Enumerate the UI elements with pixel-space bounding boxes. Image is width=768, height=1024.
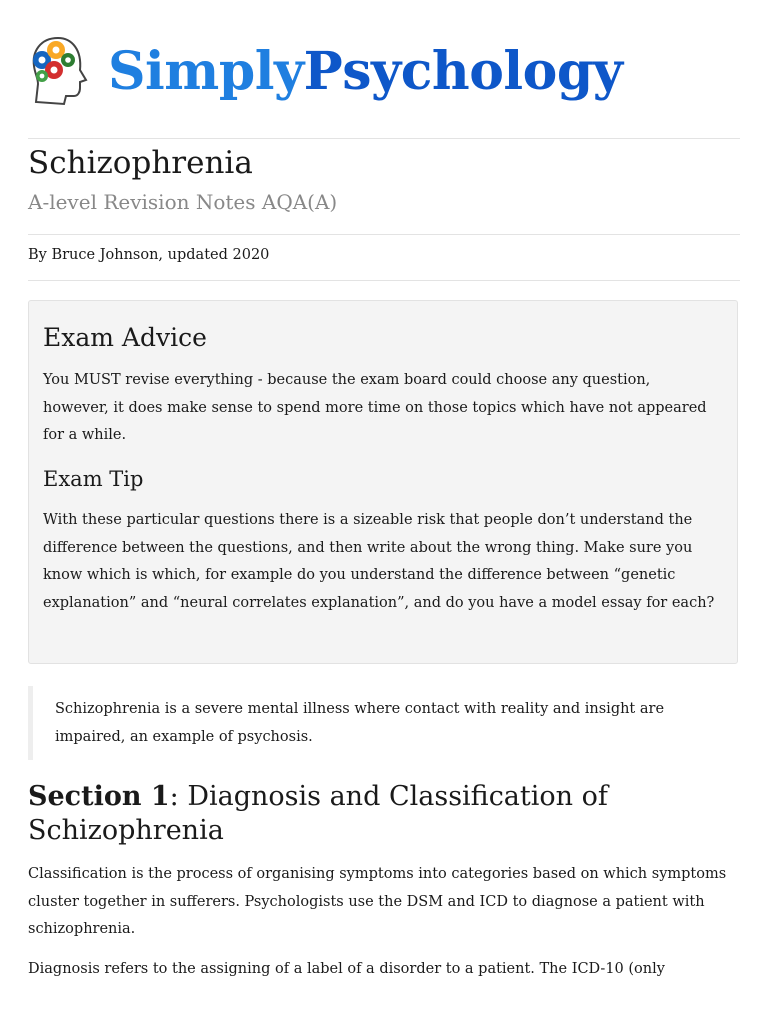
logo-simply-text: Simply: [108, 41, 304, 102]
page-title: Schizophrenia: [28, 145, 253, 181]
head-with-gears-icon: [28, 32, 96, 112]
exam-tip-text: With these particular questions there is a sizeable risk that people don’t understand the difference between the questions, and then write about the wrong thing. Make sure you know which is which, for example do you understand the difference between “genetic explanation” and “neural correlates explanation”, and do you have a model essay for each?: [43, 512, 715, 611]
section-1-heading: [28, 780, 740, 848]
site-logo[interactable]: [108, 42, 622, 102]
diagnosis-paragraph: Diagnosis refers to the assigning of a label of a disorder to a patient. The ICD-10 (only: [28, 961, 665, 977]
classification-paragraph: Classification is the process of organising symptoms into categories based on which symptoms cluster together in sufferers. Psychologists use the DSM and ICD to diagnose a patient with schizophrenia.: [28, 866, 727, 937]
definition-text: Schizophrenia is a severe mental illness where contact with reality and insight are impaired, an example of psychosis.: [55, 701, 665, 745]
site-header: [28, 32, 740, 122]
logo-psychology-text: Psychology: [303, 41, 623, 102]
section-1-title: : Diagnosis and Classification of Schizophrenia: [28, 781, 608, 846]
divider: [28, 280, 740, 281]
exam-advice-box: [28, 300, 738, 664]
exam-tip-heading: Exam Tip: [43, 467, 144, 491]
section-1-label: Section 1: [28, 781, 170, 812]
divider: [28, 234, 740, 235]
exam-advice-heading: Exam Advice: [43, 323, 207, 352]
divider: [28, 138, 740, 139]
page-subtitle: A-level Revision Notes AQA(A): [28, 190, 338, 214]
definition-blockquote: [28, 686, 740, 760]
exam-advice-text: You MUST revise everything - because the exam board could choose any question, however, it does make sense to spend more time on those topics which have not appeared for a while.: [43, 372, 707, 443]
author-byline: By Bruce Johnson, updated 2020: [28, 247, 270, 263]
